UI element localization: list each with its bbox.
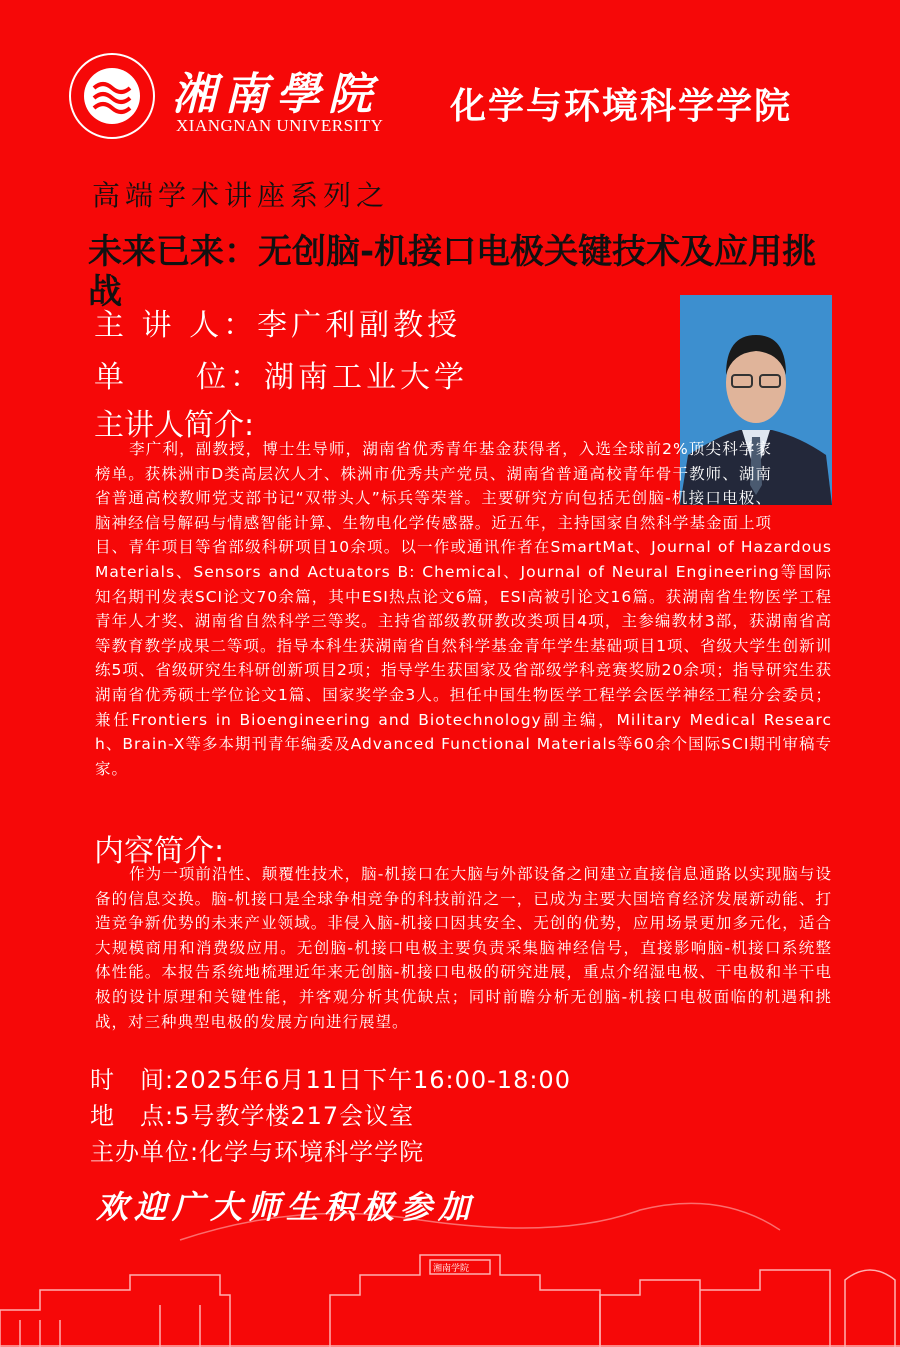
intro-text: 作为一项前沿性、颠覆性技术，脑-机接口在大脑与外部设备之间建立直接信息通路以实现脑与设备的信息交换。脑-机接口是全球争相竞争的科技前沿之一，已成为主要大国培育经济发展新动能、打造竞争新优势的未来产业领域。非侵入脑-机接口因其安全、无创的优势，应用场景更加多元化，适合大规模商用和消费级应用。无创脑-机接口电极主要负责采集脑神经信号，直接影响脑-机接口系统整体性能。本报告系统地梳理近年来无创脑-机接口电极的研究进展，重点介绍湿电极、干电极和半干电极的设计原理和关键性能，并客观分析其优缺点；同时前瞻分析无创脑-机接口电极面临的机遇和挑战，对三种典型电极的发展方向进行展望。 bbox=[95, 865, 832, 1031]
intro-section bbox=[95, 862, 832, 1034]
time-label: 时 间: bbox=[90, 1066, 175, 1094]
lecture-series: 高端学术讲座系列之 bbox=[92, 179, 390, 212]
speaker-label: 主 讲 人： bbox=[94, 308, 258, 343]
time-value: 2025年6月11日下午16:00-18:00 bbox=[174, 1066, 571, 1094]
unit-row bbox=[94, 352, 468, 396]
host-value: 化学与环境科学学院 bbox=[199, 1138, 425, 1166]
university-name-en: XIANGNAN UNIVERSITY bbox=[176, 116, 384, 135]
speaker-row bbox=[94, 300, 461, 344]
bio-section bbox=[95, 437, 832, 781]
bio-heading: 主讲人简介: bbox=[94, 408, 255, 443]
college-name: 化学与环境科学学院 bbox=[450, 86, 793, 127]
speaker-name: 李广利副教授 bbox=[257, 308, 462, 343]
university-name-cn: 湘南學院 bbox=[172, 69, 380, 120]
event-time bbox=[90, 1060, 571, 1095]
bio-text: 李广利，副教授，博士生导师，湖南省优秀青年基金获得者，入选全球前2%顶尖科学家榜单。获株洲市D类高层次人才、株洲市优秀共产党员、湖南省普通高校青年骨干教师、湖南省普通高校教师党支部书记“双带头人”标兵等荣誉。主要研究方向包括无创脑-机接口电极、脑神经信号解码与情感智能计算、生物电化学传感器。近五年，主持国家自然科学基金面上项目、青年项目等省部级科研项目10余项。以一作或通讯作者在SmartMat、Journal of Hazardous Materials、Sensors and Actuators B: Chemical、Journal of Neural Engineering等国际知名期刊发表SCI论文70余篇，其中ESI热点论文6篇，ESI高被引论文16篇。获湖南省生物医学工程青年人才奖、湖南省自然科学三等奖。主持省部级教研教改类项目4项，主参编教材3部，获湖南省高等教育教学成果二等项。指导本科生获湖南省自然科学基金青年学生基础项目1项、省级大学生创新训练5项、省级研究生科研创新项目2项；指导学生获国家及省部级学科竞赛奖励20余项；指导研究生获湖南省优秀硕士学位论文1篇、国家奖学金3人。担任中国生物医学工程学会医学神经工程分会委员；兼任Frontiers in Bioengineering and Biotechnology副主编，Military Medical Research、Brain-X等多本期刊青年编委及Advanced Functional Materials等60余个国际SCI期刊审稿专家。 bbox=[95, 440, 832, 778]
university-logo bbox=[68, 52, 156, 140]
host-label: 主办单位: bbox=[90, 1138, 200, 1166]
event-host bbox=[90, 1132, 424, 1167]
event-place bbox=[90, 1096, 414, 1131]
welcome-slogan: 欢迎广大师生积极参加 bbox=[96, 1188, 477, 1226]
intro-heading: 内容简介: bbox=[94, 834, 225, 869]
skyline-sign: 湘南学院 bbox=[433, 1264, 470, 1274]
unit-value: 湖南工业大学 bbox=[264, 360, 468, 395]
lecture-title: 未来已来：无创脑-机接口电极关键技术及应用挑战 bbox=[88, 232, 817, 312]
unit-label: 单 位： bbox=[94, 360, 264, 395]
place-value: 5号教学楼217会议室 bbox=[174, 1102, 415, 1130]
place-label: 地 点: bbox=[90, 1102, 175, 1130]
